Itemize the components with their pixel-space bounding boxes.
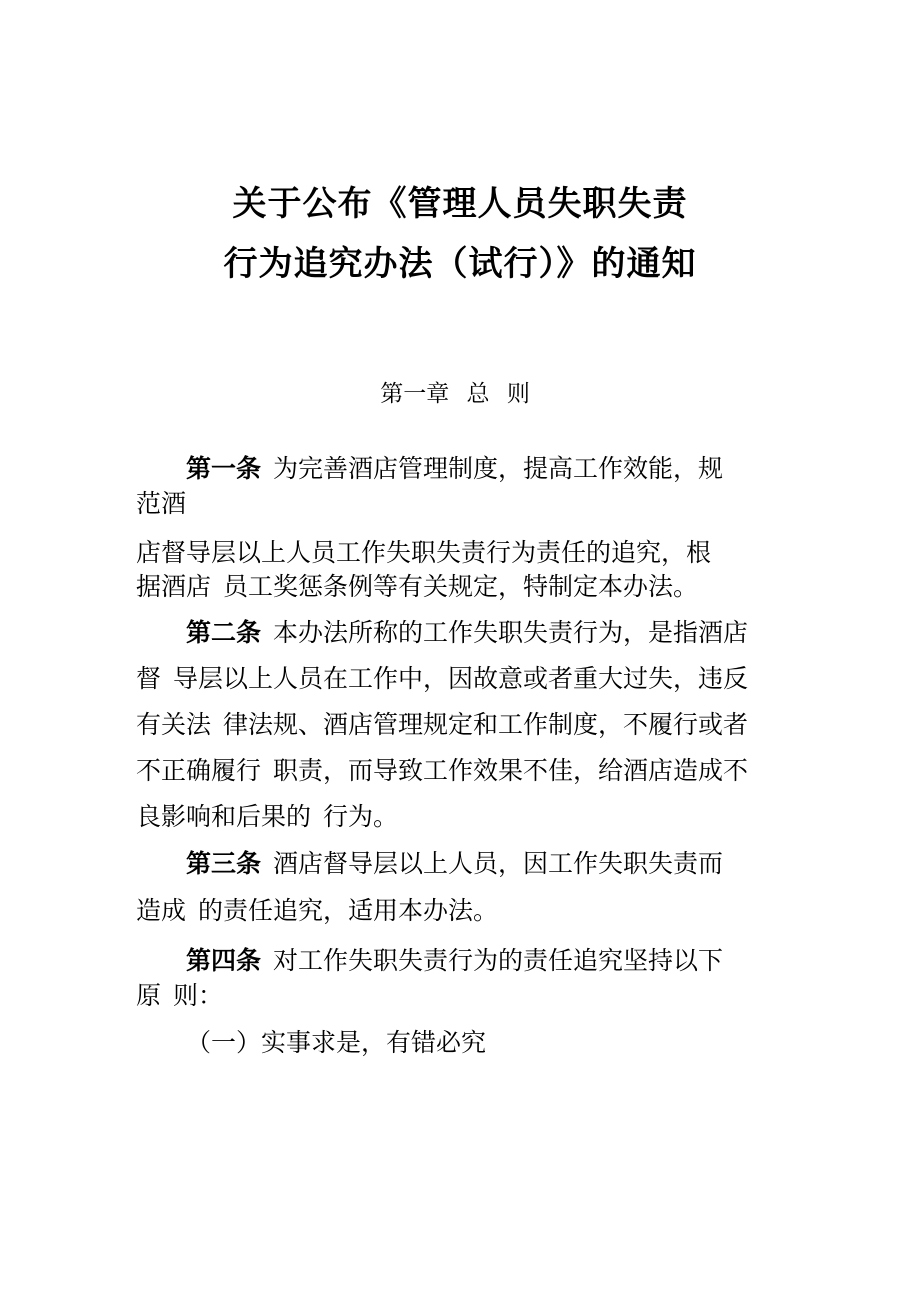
article-1-line-3: 店督导层以上人员工作失职失责行为责任的追究，根	[136, 538, 712, 567]
article-2-line-4	[136, 754, 748, 788]
article-3-text-1: 酒店督导层以上人员，因工作失职失责而	[273, 849, 724, 878]
document-title-line-2: 行为追究办法（试行）》的通知	[223, 244, 697, 284]
chapter-heading	[0, 378, 910, 410]
article-3-line-1	[186, 847, 723, 881]
article-2-text-3a: 有关法	[136, 710, 212, 739]
chapter-label: 第一章	[380, 381, 450, 407]
article-4-heading: 第四条	[186, 946, 262, 975]
article-2-line-5	[136, 800, 398, 834]
article-2-text-4b: 职责，而导致工作效果不佳，给酒店造成不	[273, 756, 749, 785]
chapter-word-1: 总	[466, 381, 490, 407]
article-2-text-1: 本办法所称的工作失职失责行为，是指酒店	[273, 618, 749, 647]
article-2-line-3	[136, 708, 748, 742]
article-1-line-4	[136, 570, 698, 604]
article-4-line-1	[186, 944, 723, 978]
article-2-heading: 第二条	[186, 618, 262, 647]
document-title-line-1: 关于公布《管理人员失职失责	[232, 184, 688, 224]
article-4-text-2a: 原	[136, 981, 162, 1010]
article-4-item-1: （一）实事求是，有错必究	[186, 1028, 487, 1057]
chapter-word-2: 则	[506, 381, 530, 407]
article-2-line-2	[136, 662, 748, 696]
article-1-line-1	[186, 452, 723, 486]
article-3-text-2a: 造成	[136, 896, 187, 925]
article-1-heading: 第一条	[186, 454, 262, 483]
article-1-text-4a: 据酒店	[136, 572, 212, 601]
article-2-text-5b: 行为。	[323, 802, 399, 831]
article-2-text-4a: 不正确履行	[136, 756, 262, 785]
article-3-line-2	[136, 894, 498, 928]
article-2-text-2b: 导层以上人员在工作中，因故意或者重大过失，违反	[173, 664, 749, 693]
article-3-text-2b: 的责任追究，适用本办法。	[198, 896, 499, 925]
article-2-text-2a: 督	[136, 664, 162, 693]
article-2-line-1	[186, 616, 748, 650]
article-4-line-2	[136, 979, 223, 1013]
article-4-text-1: 对工作失职失责行为的责任追究坚持以下	[273, 946, 724, 975]
article-2-text-3b: 律法规、酒店管理规定和工作制度，不履行或者	[223, 710, 749, 739]
article-4-text-2b: 则：	[173, 981, 224, 1010]
article-1-line-2: 范酒	[136, 489, 187, 518]
article-1-text-4b: 员工奖惩条例等有关规定，特制定本办法。	[223, 572, 699, 601]
article-2-text-5a: 良影响和后果的	[136, 802, 312, 831]
article-1-text-1: 为完善酒店管理制度，提高工作效能，规	[273, 454, 724, 483]
article-3-heading: 第三条	[186, 849, 262, 878]
